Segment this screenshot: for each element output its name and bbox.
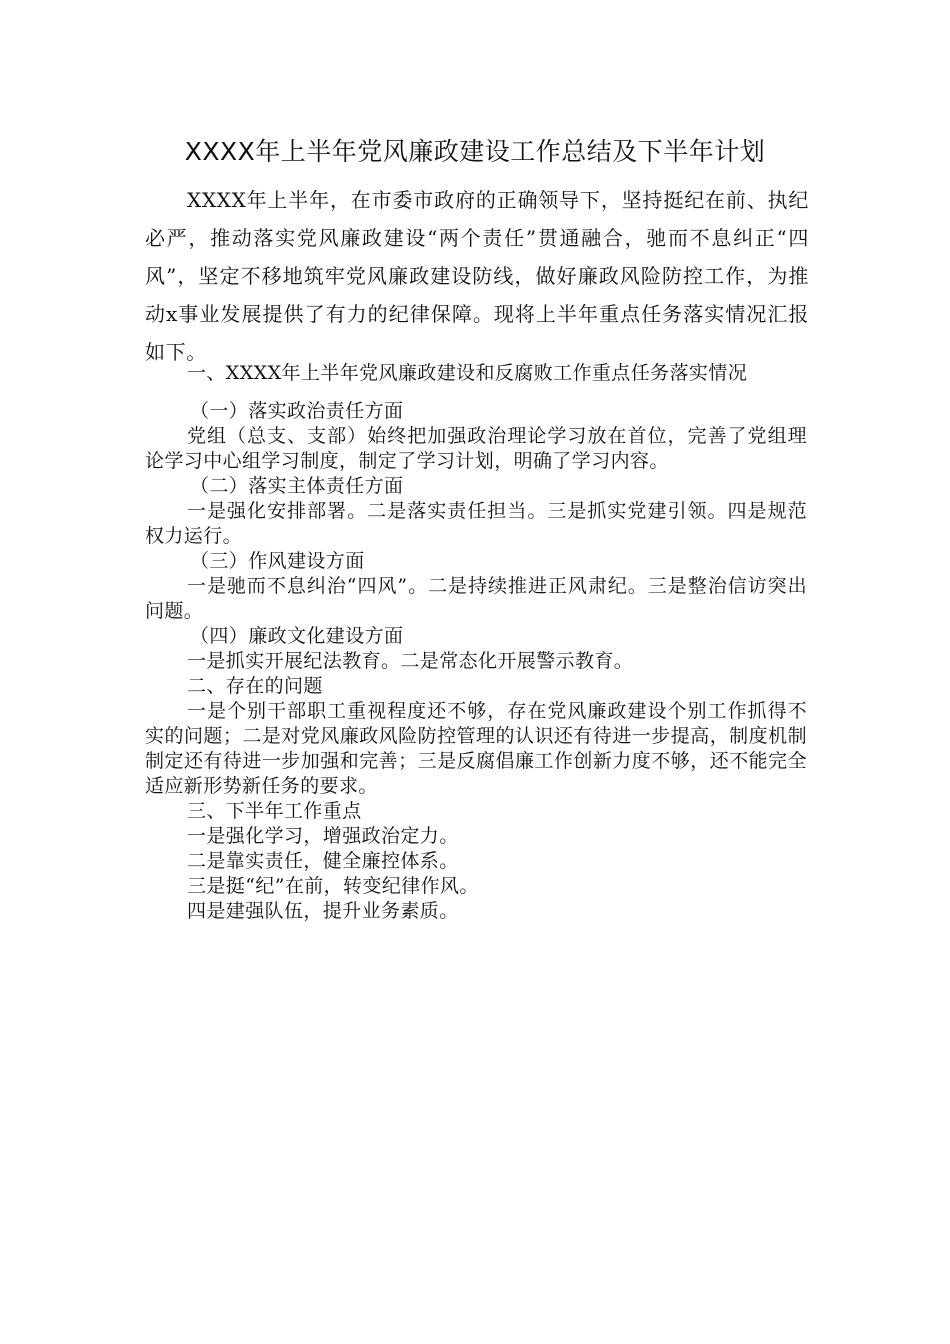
subsection-text-2: 一是强化安排部署。二是落实责任担当。三是抓实党建引领。四是规范权力运行。: [145, 500, 807, 547]
subsection-heading-2: （二）落实主体责任方面: [190, 475, 404, 497]
document-body: [145, 359, 807, 924]
subsection-heading-3: （三）作风建设方面: [190, 550, 365, 572]
plan-item: 二是靠实责任，健全廉控体系。: [187, 850, 459, 872]
subsection-text-4: 一是抓实开展纪法教育。二是常态化开展警示教育。: [187, 650, 634, 672]
subsection-text-3: 一是驰而不息纠治“四风”。二是持续推进正风肃纪。三是整治信访突出问题。: [145, 575, 807, 622]
plan-item: 四是建强队伍，提升业务素质。: [187, 900, 459, 922]
subsection-heading-4: （四）廉政文化建设方面: [190, 625, 404, 647]
document-title: XXXX年上半年党风廉政建设工作总结及下半年计划: [184, 137, 766, 166]
plan-item: 一是强化学习，增强政治定力。: [187, 825, 459, 847]
section-text-2: 一是个别干部职工重视程度还不够，存在党风廉政建设个别工作抓得不实的问题；二是对党风廉政风险防控管理的认识还有待进一步提高，制度机制制定还有待进一步加强和完善；三是反腐倡廉工作创新力度不够，还不能完全适应新形势新任务的要求。: [145, 700, 807, 797]
subsection-heading-1: （一）落实政治责任方面: [190, 400, 404, 422]
section-heading-3: 三、下半年工作重点: [187, 800, 362, 822]
subsection-text-1: 党组（总支、支部）始终把加强政治理论学习放在首位，完善了党组理论学习中心组学习制度，制定了学习计划，明确了学习内容。: [145, 425, 807, 472]
section-heading-1: 一、XXXX年上半年党风廉政建设和反腐败工作重点任务落实情况: [187, 362, 748, 384]
intro-paragraph: XXXX年上半年，在市委市政府的正确领导下，坚持挺纪在前、执纪必严，推动落实党风廉政建设“两个责任”贯通融合，驰而不息纠正“四风”，坚定不移地筑牢党风廉政建设防线，做好廉政风险防控工作，为推动x事业发展提供了有力的纪律保障。现将上半年重点任务落实情况汇报如下。: [145, 188, 809, 364]
plan-item: 三是挺“纪”在前，转变纪律作风。: [187, 875, 479, 897]
section-heading-2: 二、存在的问题: [187, 675, 323, 697]
